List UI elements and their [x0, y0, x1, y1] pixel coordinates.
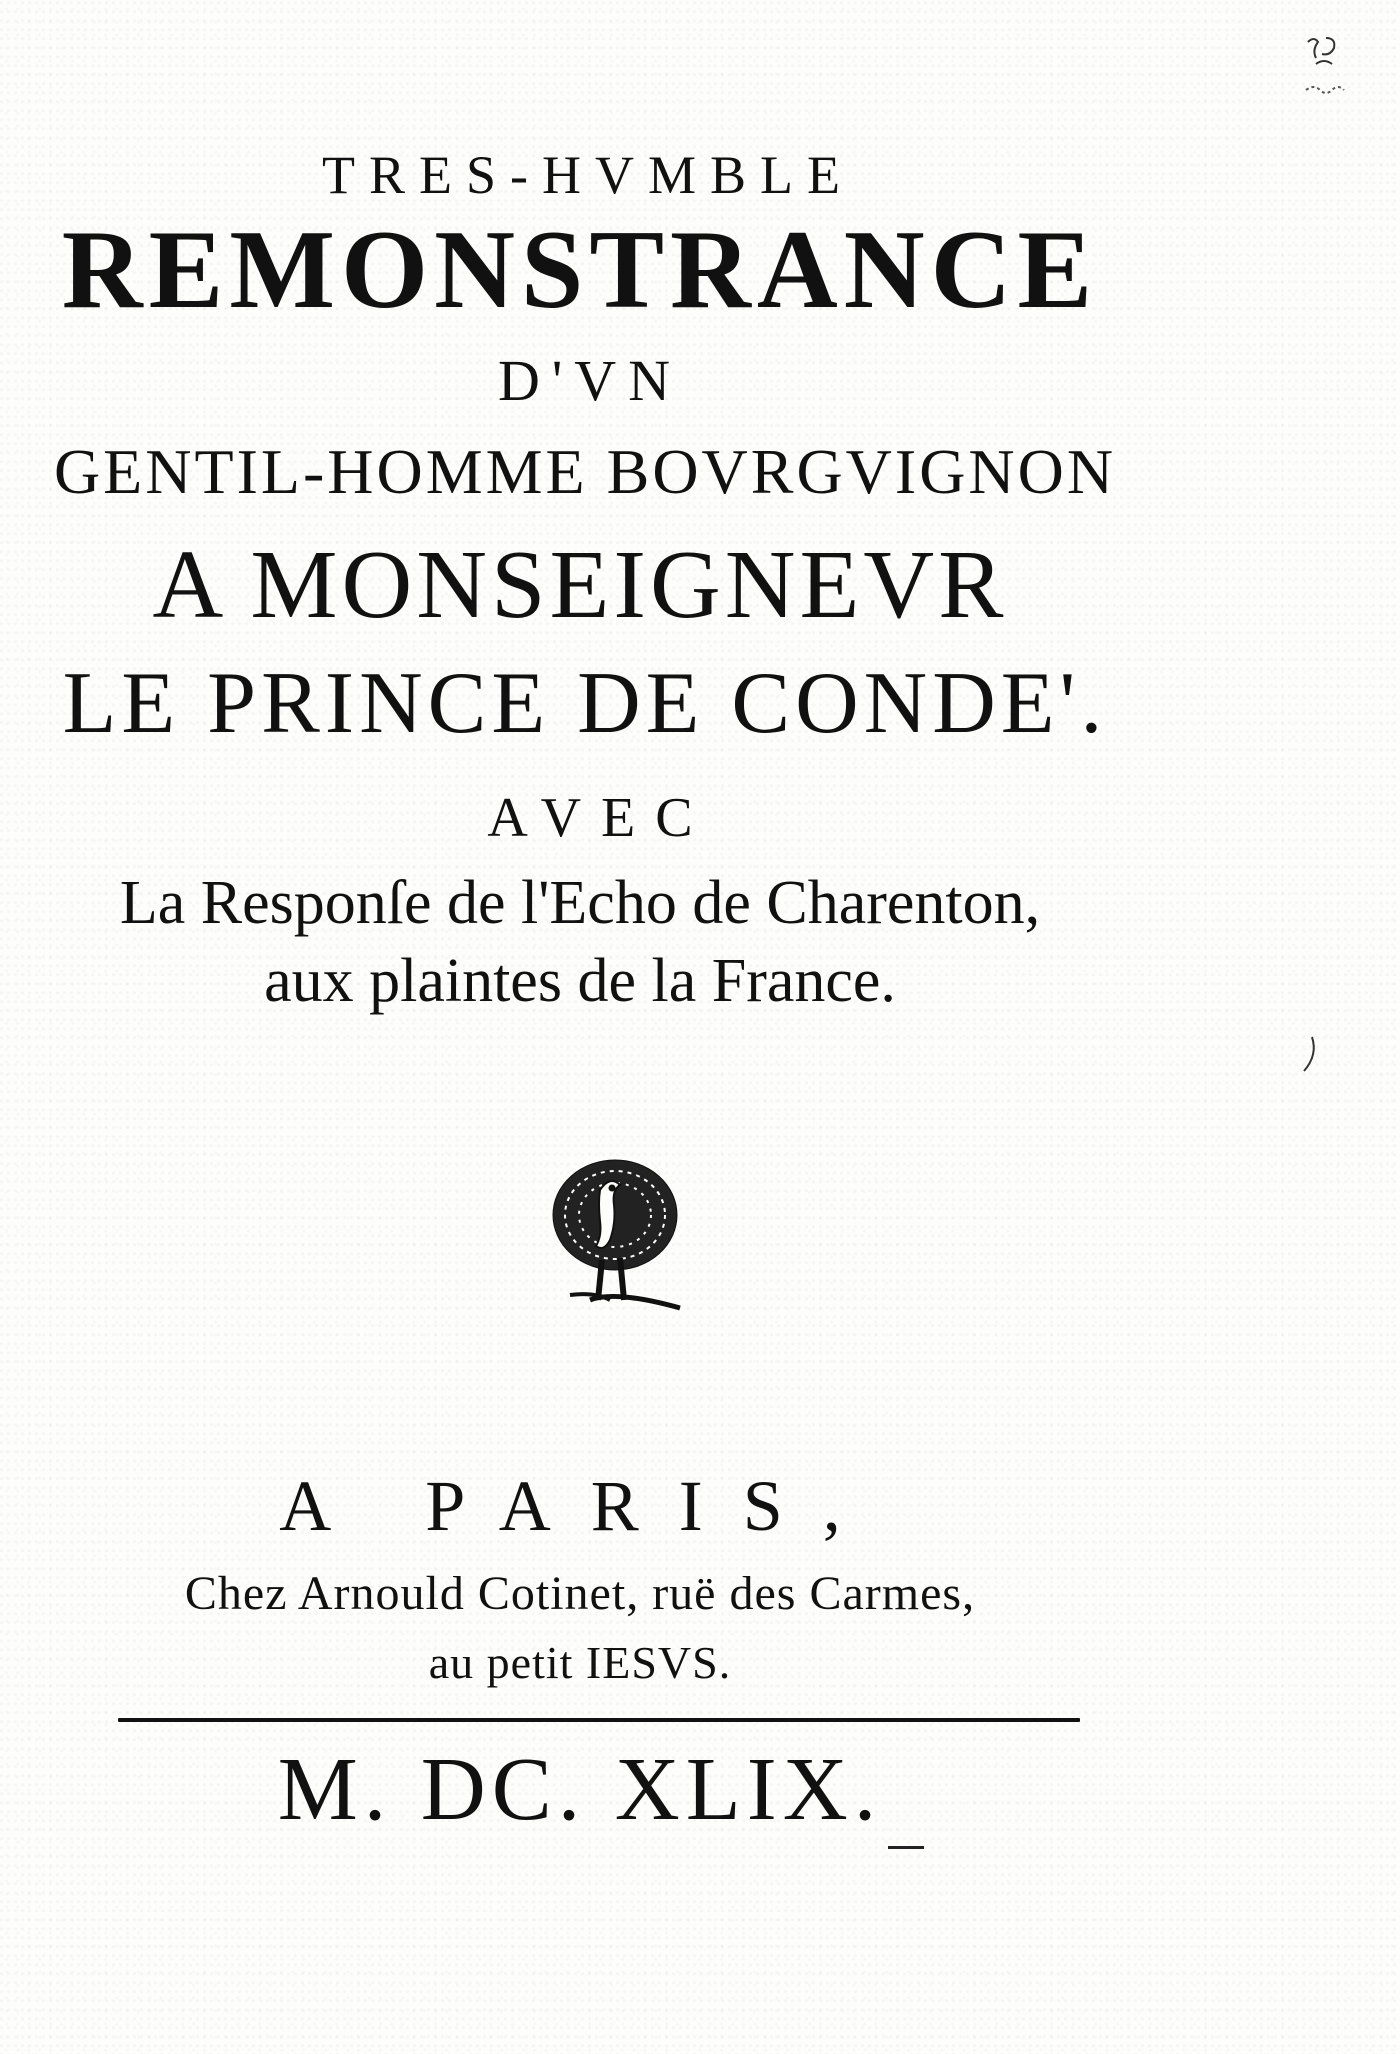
title-line-gentil-homme: GENTIL-HOMME BOVRGVIGNON [53, 436, 1117, 507]
title-line-tres-humble: TRES-HVMBLE [322, 145, 854, 205]
imprint-printer: Chez Arnould Cotinet, ruë des Carmes, [184, 1567, 976, 1620]
margin-pencil-mark-icon [1300, 1035, 1320, 1075]
imprint-city: A PARIS, [279, 1466, 881, 1546]
title-line-avec: AVEC [487, 787, 713, 849]
subtitle-line-response: La Responſe de l'Echo de Charenton, [119, 869, 1041, 937]
decorative-underline [888, 1846, 924, 1849]
bird-tree-printer-device-icon [540, 1150, 690, 1320]
title-line-remonstrance: REMONSTRANCE [61, 208, 1099, 332]
horizontal-rule [118, 1718, 1080, 1722]
title-line-prince-de-conde: LE PRINCE DE CONDE'. [62, 655, 1108, 752]
title-line-monseigneur: A MONSEIGNEVR [152, 531, 1008, 639]
title-line-dvn: D'VN [497, 348, 683, 413]
imprint-sign: au petit IESVS. [428, 1637, 732, 1688]
handwritten-shelfmark-icon [1296, 30, 1366, 110]
publication-date: M. DC. XLIX. [277, 1740, 883, 1839]
subtitle-line-plaintes: aux plaintes de la France. [264, 947, 896, 1015]
